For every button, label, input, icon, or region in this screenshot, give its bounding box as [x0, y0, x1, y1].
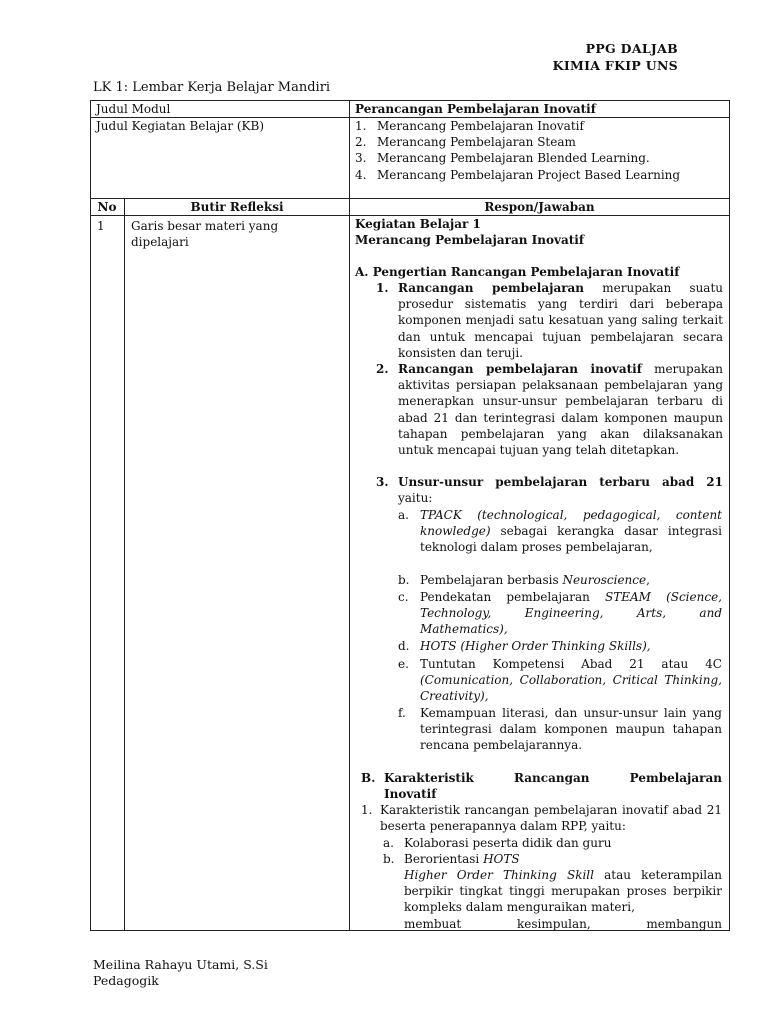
- col-header-butir: Butir Refleksi: [190, 200, 284, 214]
- judul-modul-value: Perancangan Pembelajaran Inovatif: [355, 102, 596, 116]
- b1-paragraph: Karakteristik rancangan pembelajaran inovatif abad 21 beserta penerapannya dalam RPP, yaitu:: [380, 803, 722, 834]
- section-a-heading: A. Pengertian Rancangan Pembelajaran Inovatif: [355, 265, 680, 279]
- hots-paragraph: Higher Order Thinking Skill atau keterampilan berpikir tingkat tinggi merupakan proses berpikir kompleks dalam menguraikan materi, membuat kesimpulan, membangun: [404, 868, 722, 931]
- a3-item-f-label: f.: [398, 706, 406, 720]
- a2-number: 2.: [376, 362, 389, 376]
- kb-list-item: 3. Merancang Pembelajaran Blended Learning.: [355, 151, 650, 166]
- a3-paragraph: Unsur-unsur pembelajaran terbaru abad 21 yaitu:: [398, 475, 723, 506]
- a3-number: 3.: [376, 475, 389, 489]
- section-b-heading: Karakteristik Rancangan Pembelajaran Inovatif: [384, 771, 722, 802]
- a3-item-b-label: b.: [398, 573, 410, 587]
- col-header-no: No: [97, 200, 117, 214]
- kb-list-item: 1. Merancang Pembelajaran Inovatif: [355, 119, 584, 133]
- kb-list-item: 2. Merancang Pembelajaran Steam: [355, 135, 576, 150]
- kb-subtitle: Merancang Pembelajaran Inovatif: [355, 233, 584, 247]
- header-line-1: PPG DALJAB: [585, 41, 678, 56]
- a3-item-e-label: e.: [398, 657, 409, 671]
- a2-paragraph: Rancangan pembelajaran inovatif merupakan aktivitas persiapan pelaksanaan pembelajaran yang menerapkan unsur-unsur pembelajaran terbaru di abad 21 dan terintegrasi dalam komponen maupun tahapan pembelajaran yang akan dilaksanakan untuk mencapai tujuan yang telah ditetapkan.: [398, 362, 723, 458]
- b1-number: 1.: [361, 803, 373, 817]
- kb-list-item: 4. Merancang Pembelajaran Project Based Learning: [355, 167, 681, 182]
- a1-paragraph: Rancangan pembelajaran merupakan suatu prosedur sistematis yang terdiri dari beberapa komponen menjadi satu kesatuan yang saling terkait dan untuk mencapai tujuan pembelajaran secara konsisten dan teruji.: [398, 281, 723, 360]
- a3-item-d-label: d.: [398, 639, 410, 653]
- a3-item-e: Tuntutan Kompetensi Abad 21 atau 4C (Comunication, Collaboration, Critical Thinking, Creativity),: [420, 657, 722, 704]
- a3-item-c-label: c.: [398, 590, 409, 604]
- header-line-2: KIMIA FKIP UNS: [552, 58, 678, 73]
- section-b-label: B.: [361, 771, 376, 785]
- kb-list: [355, 118, 725, 183]
- judul-kb-label: Judul Kegiatan Belajar (KB): [96, 119, 265, 133]
- a3-item-a-label: a.: [398, 508, 409, 522]
- b1-item-b: Berorientasi HOTS: [404, 852, 520, 866]
- a3-item-f: Kemampuan literasi, dan unsur-unsur lain yang terintegrasi dalam komponen maupun tahapan rencana pembelajarannya.: [420, 706, 722, 753]
- col-header-respon: Respon/Jawaban: [484, 200, 595, 214]
- b1-item-a: Kolaborasi peserta didik dan guru: [404, 836, 612, 850]
- doc-title: LK 1: Lembar Kerja Belajar Mandiri: [93, 80, 331, 95]
- kb-title: Kegiatan Belajar 1: [355, 217, 481, 231]
- a3-item-a: TPACK (technological, pedagogical, content knowledge) sebagai kerangka dasar integrasi teknologi dalam proses pembelajaran,: [420, 508, 722, 555]
- b1-item-b-label: b.: [383, 852, 395, 866]
- footer-role: Pedagogik: [93, 973, 159, 988]
- a3-item-b: Pembelajaran berbasis Neuroscience,: [420, 573, 650, 587]
- a3-item-c: Pendekatan pembelajaran STEAM (Science, Technology, Engineering, Arts, and Mathematics),: [420, 590, 722, 637]
- b1-item-a-label: a.: [383, 836, 394, 850]
- a3-item-d: HOTS (Higher Order Thinking Skills),: [420, 639, 651, 653]
- judul-modul-label: Judul Modul: [96, 102, 171, 116]
- footer-author: Meilina Rahayu Utami, S.Si: [93, 957, 268, 972]
- a1-number: 1.: [376, 281, 389, 295]
- row-number: 1: [97, 219, 105, 233]
- butir-refleksi: Garis besar materi yang dipelajari: [131, 219, 279, 250]
